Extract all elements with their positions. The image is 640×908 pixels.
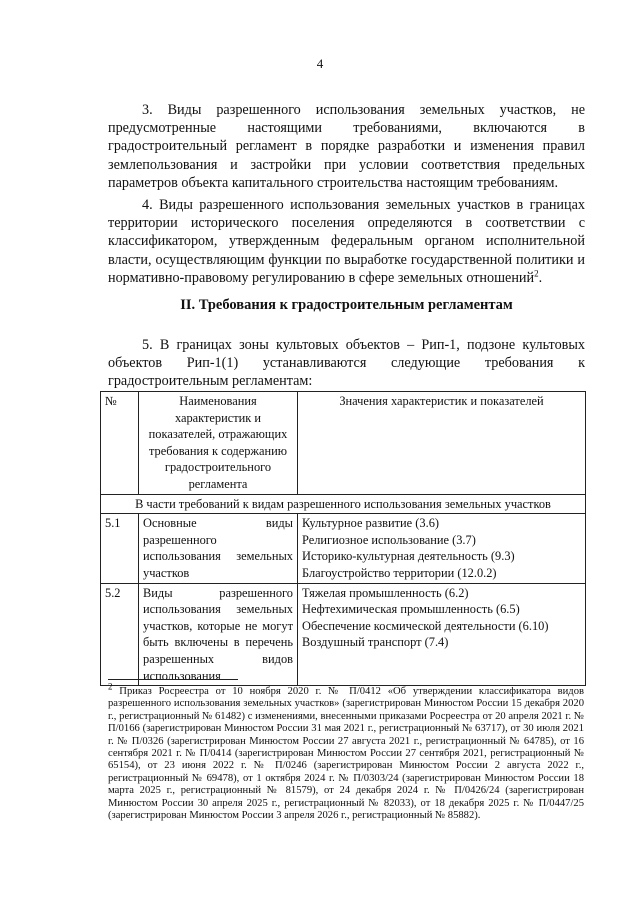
paragraph-4-block — [108, 196, 585, 287]
paragraph-4-end: . — [538, 269, 543, 286]
row-values — [298, 583, 586, 686]
row-name: Виды разрешенного использования земельных участков, которые не могут быть включены в перечень разрешенных видов использования — [139, 583, 298, 686]
paragraph-4 — [108, 196, 585, 287]
footnote-reference[interactable]: 2 — [534, 268, 539, 279]
header-name: Наименования характеристик и показателей, отражающих требования к содержанию градостроительного регламента — [139, 392, 298, 495]
row-value: Благоустройство территории (12.0.2) — [302, 565, 497, 580]
row-value: Воздушный транспорт (7.4) — [302, 635, 449, 650]
row-name: Основные виды разрешенного использования земельных участков — [139, 514, 298, 583]
footnote-marker: 2 — [108, 681, 113, 692]
table-row — [101, 514, 586, 583]
paragraph-3-block — [108, 101, 585, 192]
row-value: Тяжелая промышленность (6.2) — [302, 585, 469, 600]
row-value: Религиозное использование (3.7) — [302, 532, 476, 547]
requirements-table — [100, 391, 586, 686]
section-title: II. Требования к градостроительным регламентам — [180, 297, 513, 313]
footnote — [108, 681, 584, 822]
footnote-divider — [108, 679, 238, 680]
row-number: 5.2 — [101, 583, 139, 686]
row-value: Историко-культурная деятельность (9.3) — [302, 549, 515, 564]
row-values — [298, 514, 586, 583]
paragraph-5-block — [108, 336, 585, 391]
page-number: 4 — [316, 56, 324, 71]
header-number: № — [101, 392, 139, 495]
table-subheader: В части требований к видам разрешенного использования земельных участков — [101, 494, 586, 514]
table-subheader-row — [101, 494, 586, 514]
header-values: Значения характеристик и показателей — [298, 392, 586, 495]
paragraph-3: 3. Виды разрешенного использования земельных участков, не предусмотренные настоящими требованиями, включаются в градостроительный регламент в порядке разработки и изменения правил землепользования и застройки при условии соответствия предельных параметров объекта капитального строительства настоящим требованиям. — [108, 102, 585, 191]
row-value: Культурное развитие (3.6) — [302, 516, 440, 531]
paragraph-4-text: 4. Виды разрешенного использования земельных участков в границах территории исторического поселения определяются в соответствии с классификатором, утвержденным федеральным органом исполнительной власти, осуществляющим функции по выработке государственной политики и нормативно-правовому регулированию в сфере земельных отношений — [108, 197, 585, 286]
row-value: Нефтехимическая промышленность (6.5) — [302, 602, 520, 617]
footnote-text: Приказ Росреестра от 10 ноября 2020 г. № П/0412 «Об утверждении классификатора видов разрешенного использования земельных участков» (зарегистрирован Минюстом России 15 декабря 2020 г., регистрационный № 61482) с изменениями, внесенными приказами Росреестра от 20 апреля 2021 г. № П/0166 (зарегистрирован Минюстом России 31 мая 2021 г., регистрационный № 63717), от 30 июля 2021 г. № П/0326 (зарегистрирован Минюстом России 27 августа 2021 г., регистрационный № 64785), от 16 сентября 2021 г. № П/0414 (зарегистрирован Минюстом России 27 сентября 2021, регистрационный № 65154), от 23 июня 2022 г. № П/0246 (зарегистрирован Минюстом России 2 августа 2022 г., регистрационный № 69478), от 1 октября 2024 г. № П/0303/24 (зарегистрирован Минюстом России 18 марта 2025 г., регистрационный № 81579), от 24 декабря 2024 г. № П/0426/24 (зарегистрирован Минюстом России 30 апреля 2025 г., регистрационный № 82033), от 18 декабря 2025 г. № П/0447/25 (зарегистрирован Минюстом России 3 апреля 2026 г., регистрационный № 85882). — [108, 686, 584, 822]
table-row — [101, 583, 586, 686]
table-header-row — [101, 392, 586, 495]
paragraph-5: 5. В границах зоны культовых объектов – Рип-1, подзоне культовых объектов Рип-1(1) устанавливаются следующие требования к градостроительным регламентам: — [108, 337, 585, 390]
row-value: Обеспечение космической деятельности (6.10) — [302, 618, 549, 633]
row-number: 5.1 — [101, 514, 139, 583]
